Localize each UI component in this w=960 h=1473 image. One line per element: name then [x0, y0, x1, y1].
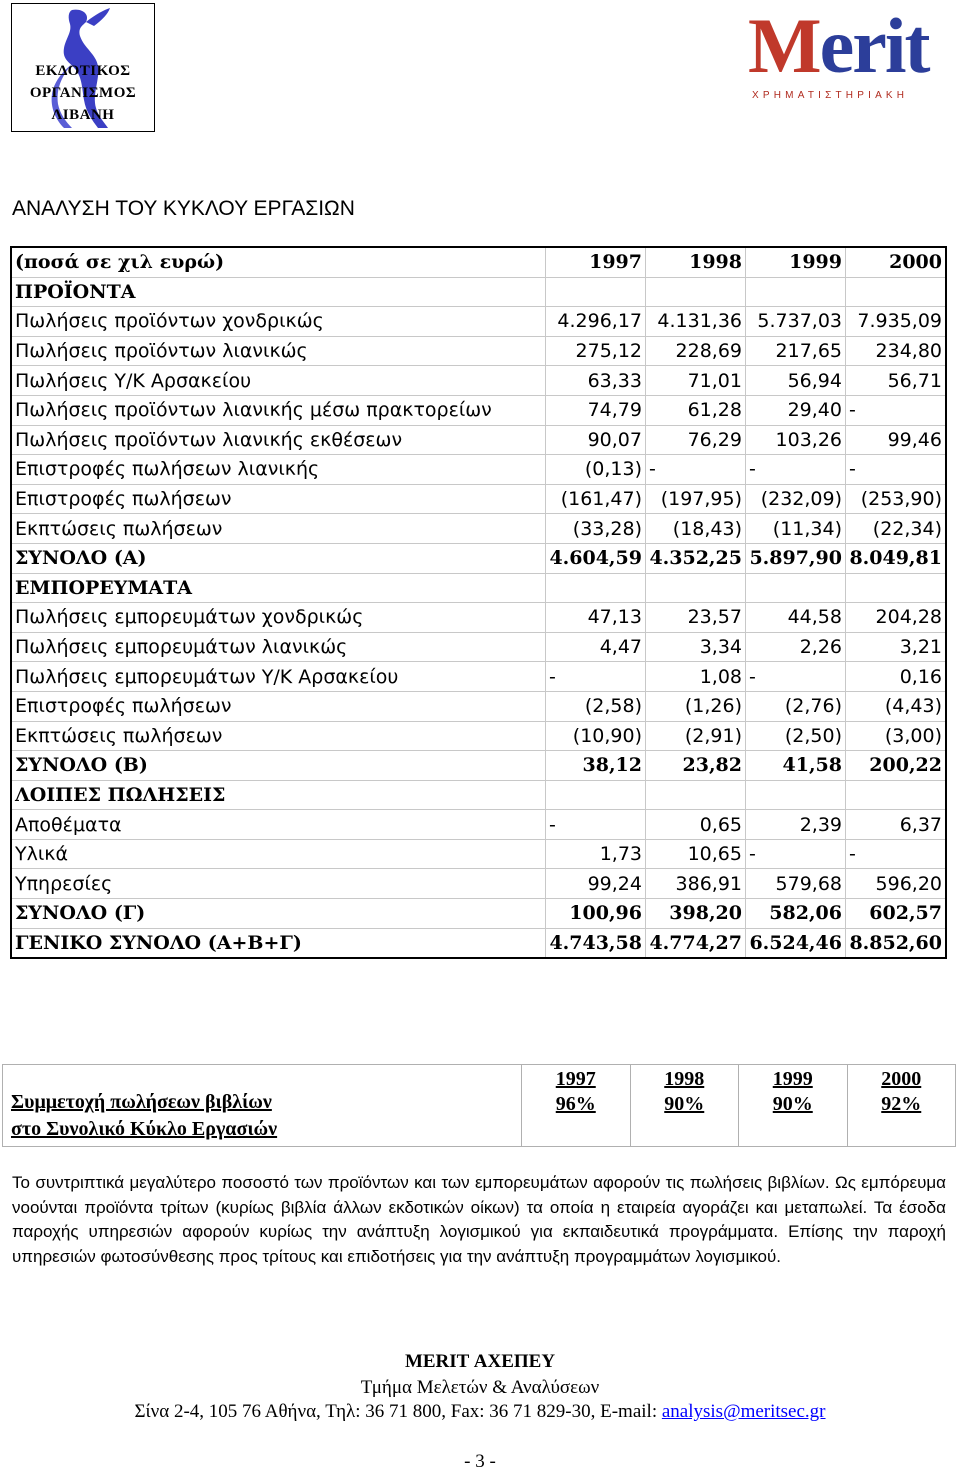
- table-row: [11, 662, 946, 692]
- row-value: 602,57: [846, 899, 947, 929]
- merit-subtitle: ΧΡΗΜΑΤΙΣΤΗΡΙΑΚΗ: [752, 90, 909, 101]
- email-link[interactable]: analysis@meritsec.gr: [661, 1401, 826, 1422]
- row-label: Επιστροφές πωλήσεων: [11, 691, 546, 721]
- row-value: 217,65: [746, 336, 846, 366]
- table-row: [11, 751, 946, 781]
- row-value: (253,90): [846, 484, 947, 514]
- row-value: 99,46: [846, 425, 947, 455]
- row-value: 4.604,59: [546, 543, 646, 573]
- row-label: Πωλήσεις εμπορευμάτων χονδρικώς: [11, 603, 546, 633]
- table-row: [11, 899, 946, 929]
- row-label: ΠΡΟΪΟΝΤΑ: [11, 277, 546, 307]
- row-value: (11,34): [746, 514, 846, 544]
- row-value: [646, 277, 746, 307]
- row-value: (197,95): [646, 484, 746, 514]
- revenue-table: [10, 246, 947, 959]
- row-value: [746, 780, 846, 810]
- share-value: 90%: [772, 1093, 813, 1115]
- share-year: 2000: [881, 1068, 922, 1090]
- header-year: 2000: [846, 247, 947, 277]
- row-label: Επιστροφές πωλήσεων λιανικής: [11, 455, 546, 485]
- row-label: Πωλήσεις προϊόντων λιανικώς: [11, 336, 546, 366]
- row-value: 47,13: [546, 603, 646, 633]
- row-label: ΓΕΝΙΚΟ ΣΥΝΟΛΟ (Α+Β+Γ): [11, 928, 546, 958]
- merit-rest: erit: [819, 2, 929, 89]
- table-row: [11, 603, 946, 633]
- row-value: 386,91: [646, 869, 746, 899]
- row-value: -: [746, 455, 846, 485]
- row-value: 4.131,36: [646, 307, 746, 337]
- row-value: 275,12: [546, 336, 646, 366]
- row-value: -: [546, 662, 646, 692]
- row-value: 8.852,60: [846, 928, 947, 958]
- table-row: [11, 928, 946, 958]
- row-label: Αποθέματα: [11, 810, 546, 840]
- body-paragraph: Το συντριπτικά μεγαλύτερο ποσοστό των προϊόντων και των εμπορευμάτων αφορούν τις πωλήσεις βιβλίων. Ως εμπόρευμα νοούνται προϊόντα τρίτων (κυρίως βιβλία άλλων εκδοτικών οίκων) τα οποία η εταιρεία αγοράζει και μεταπωλεί. Τα έσοδα παροχής υπηρεσιών αφορούν κυρίως την ανάπτυξη λογισμικού για εκπαιδευτικά προγράμματα. Επίσης την παροχή υπηρεσιών φωτοσύνθεσης προς τρίτους και επιδοτήσεις για την ανάπτυξη προγραμμάτων λογισμικού.: [12, 1173, 946, 1266]
- row-value: [646, 780, 746, 810]
- header-year: 1998: [646, 247, 746, 277]
- row-label: Επιστροφές πωλήσεων: [11, 484, 546, 514]
- table-row: [11, 691, 946, 721]
- share-year: 1997: [555, 1068, 596, 1090]
- row-value: 99,24: [546, 869, 646, 899]
- row-value: (22,34): [846, 514, 947, 544]
- row-value: (33,28): [546, 514, 646, 544]
- share-value: 90%: [664, 1093, 705, 1115]
- row-value: 2,39: [746, 810, 846, 840]
- header-year: 1999: [746, 247, 846, 277]
- table-row: [11, 780, 946, 810]
- row-value: [746, 573, 846, 603]
- row-label: ΣΥΝΟΛΟ (Γ): [11, 899, 546, 929]
- table-row: [11, 455, 946, 485]
- row-value: -: [846, 455, 947, 485]
- table-row: [11, 632, 946, 662]
- row-value: 56,94: [746, 366, 846, 396]
- share-cell: [522, 1065, 631, 1147]
- row-value: 103,26: [746, 425, 846, 455]
- row-value: (161,47): [546, 484, 646, 514]
- row-value: -: [846, 395, 947, 425]
- share-cell: [630, 1065, 739, 1147]
- logo-line-1: ΕΚΔΟΤΙΚΟΣ: [35, 63, 131, 79]
- row-label: ΣΥΝΟΛΟ (Β): [11, 751, 546, 781]
- row-value: 38,12: [546, 751, 646, 781]
- share-label-line2: στο Συνολικό Κύκλο Εργασιών: [11, 1118, 278, 1140]
- row-value: 76,29: [646, 425, 746, 455]
- row-label: ΣΥΝΟΛΟ (Α): [11, 543, 546, 573]
- share-year: 1999: [772, 1068, 813, 1090]
- table-row: [11, 425, 946, 455]
- share-label-line1: Συμμετοχή πωλήσεων βιβλίων: [11, 1091, 272, 1113]
- row-value: 8.049,81: [846, 543, 947, 573]
- row-value: -: [846, 839, 947, 869]
- row-value: 100,96: [546, 899, 646, 929]
- row-value: 2,26: [746, 632, 846, 662]
- row-label: Πωλήσεις εμπορευμάτων λιανικώς: [11, 632, 546, 662]
- merit-logo: [748, 2, 938, 106]
- footer-company: MERIT ΑΧΕΠΕΥ: [404, 1351, 556, 1372]
- row-value: (232,09): [746, 484, 846, 514]
- row-value: 0,65: [646, 810, 746, 840]
- row-value: 41,58: [746, 751, 846, 781]
- table-row: [11, 366, 946, 396]
- row-value: 0,16: [846, 662, 947, 692]
- row-value: 44,58: [746, 603, 846, 633]
- row-value: 4.743,58: [546, 928, 646, 958]
- row-value: -: [646, 455, 746, 485]
- row-value: 398,20: [646, 899, 746, 929]
- header-year: 1997: [546, 247, 646, 277]
- row-value: 23,57: [646, 603, 746, 633]
- row-label: Πωλήσεις προϊόντων λιανικής μέσω πρακτορείων: [11, 395, 546, 425]
- table-row: [11, 277, 946, 307]
- row-value: 6,37: [846, 810, 947, 840]
- row-value: (2,91): [646, 721, 746, 751]
- row-value: -: [746, 662, 846, 692]
- row-label: Πωλήσεις προϊόντων λιανικής εκθέσεων: [11, 425, 546, 455]
- row-value: [746, 277, 846, 307]
- row-value: 3,21: [846, 632, 947, 662]
- row-value: [546, 780, 646, 810]
- table-row: [11, 484, 946, 514]
- table-row: [11, 543, 946, 573]
- row-value: [546, 277, 646, 307]
- row-value: 4.352,25: [646, 543, 746, 573]
- merit-initial: M: [748, 2, 820, 89]
- row-value: [546, 573, 646, 603]
- publisher-logo: [11, 3, 155, 132]
- row-value: 596,20: [846, 869, 947, 899]
- row-value: 1,08: [646, 662, 746, 692]
- row-value: 56,71: [846, 366, 947, 396]
- table-row: [11, 810, 946, 840]
- row-value: (10,90): [546, 721, 646, 751]
- table-row: [11, 307, 946, 337]
- row-value: (0,13): [546, 455, 646, 485]
- row-value: 4.774,27: [646, 928, 746, 958]
- footer-address: [0, 1401, 960, 1423]
- row-value: 23,82: [646, 751, 746, 781]
- row-label: Υλικά: [11, 839, 546, 869]
- table-row: [11, 395, 946, 425]
- table-row: [11, 869, 946, 899]
- row-value: 6.524,46: [746, 928, 846, 958]
- row-value: 71,01: [646, 366, 746, 396]
- row-value: 200,22: [846, 751, 947, 781]
- header-label: (ποσά σε χιλ ευρώ): [11, 247, 546, 277]
- row-value: 234,80: [846, 336, 947, 366]
- row-label: Εκπτώσεις πωλήσεων: [11, 514, 546, 544]
- row-value: 5.737,03: [746, 307, 846, 337]
- table-row: [11, 573, 946, 603]
- row-value: 90,07: [546, 425, 646, 455]
- row-value: [646, 573, 746, 603]
- row-label: Πωλήσεις εμπορευμάτων Υ/Κ Αρσακείου: [11, 662, 546, 692]
- row-value: 3,34: [646, 632, 746, 662]
- row-value: 74,79: [546, 395, 646, 425]
- book-share-label: [3, 1065, 522, 1147]
- row-value: (2,58): [546, 691, 646, 721]
- row-value: 4.296,17: [546, 307, 646, 337]
- logo-line-3: ΛΙΒΑΝΗ: [51, 107, 115, 123]
- row-value: (1,26): [646, 691, 746, 721]
- row-label: Πωλήσεις προϊόντων χονδρικώς: [11, 307, 546, 337]
- row-label: ΛΟΙΠΕΣ ΠΩΛΗΣΕΙΣ: [11, 780, 546, 810]
- table-row: [11, 336, 946, 366]
- share-value: 96%: [555, 1093, 596, 1115]
- share-value: 92%: [881, 1093, 922, 1115]
- row-label: ΕΜΠΟΡΕΥΜΑΤΑ: [11, 573, 546, 603]
- page-number: - 3 -: [464, 1451, 496, 1472]
- merit-wordmark: [748, 2, 929, 89]
- row-value: 4,47: [546, 632, 646, 662]
- row-value: 204,28: [846, 603, 947, 633]
- row-value: (4,43): [846, 691, 947, 721]
- footer-department: Τμήμα Μελετών & Αναλύσεων: [360, 1377, 600, 1398]
- row-label: Υπηρεσίες: [11, 869, 546, 899]
- row-value: 1,73: [546, 839, 646, 869]
- row-value: -: [746, 839, 846, 869]
- row-value: 63,33: [546, 366, 646, 396]
- row-value: 5.897,90: [746, 543, 846, 573]
- row-value: -: [546, 810, 646, 840]
- table-row: [11, 721, 946, 751]
- row-value: [846, 277, 947, 307]
- row-value: 29,40: [746, 395, 846, 425]
- row-value: 61,28: [646, 395, 746, 425]
- row-value: (2,50): [746, 721, 846, 751]
- row-value: 7.935,09: [846, 307, 947, 337]
- row-value: 10,65: [646, 839, 746, 869]
- share-cell: [847, 1065, 956, 1147]
- table-row: [11, 839, 946, 869]
- row-value: 228,69: [646, 336, 746, 366]
- row-value: [846, 780, 947, 810]
- share-cell: [739, 1065, 848, 1147]
- page-heading: ΑΝΑΛΥΣΗ ΤΟΥ ΚΥΚΛΟΥ ΕΡΓΑΣΙΩΝ: [12, 197, 355, 220]
- row-value: 579,68: [746, 869, 846, 899]
- row-label: Πωλήσεις Υ/Κ Αρσακείου: [11, 366, 546, 396]
- row-value: [846, 573, 947, 603]
- footer-address-text: Σίνα 2-4, 105 76 Αθήνα, Τηλ: 36 71 800, Fax: 36 71 829-30, E-mail:: [134, 1401, 662, 1422]
- row-value: (2,76): [746, 691, 846, 721]
- row-value: (3,00): [846, 721, 947, 751]
- row-value: (18,43): [646, 514, 746, 544]
- row-value: 582,06: [746, 899, 846, 929]
- row-label: Εκπτώσεις πωλήσεων: [11, 721, 546, 751]
- table-row: [11, 514, 946, 544]
- book-share-table: [2, 1064, 956, 1147]
- table-header-row: [11, 247, 946, 277]
- logo-line-2: ΟΡΓΑΝΙΣΜΟΣ: [29, 85, 137, 101]
- share-year: 1998: [664, 1068, 705, 1090]
